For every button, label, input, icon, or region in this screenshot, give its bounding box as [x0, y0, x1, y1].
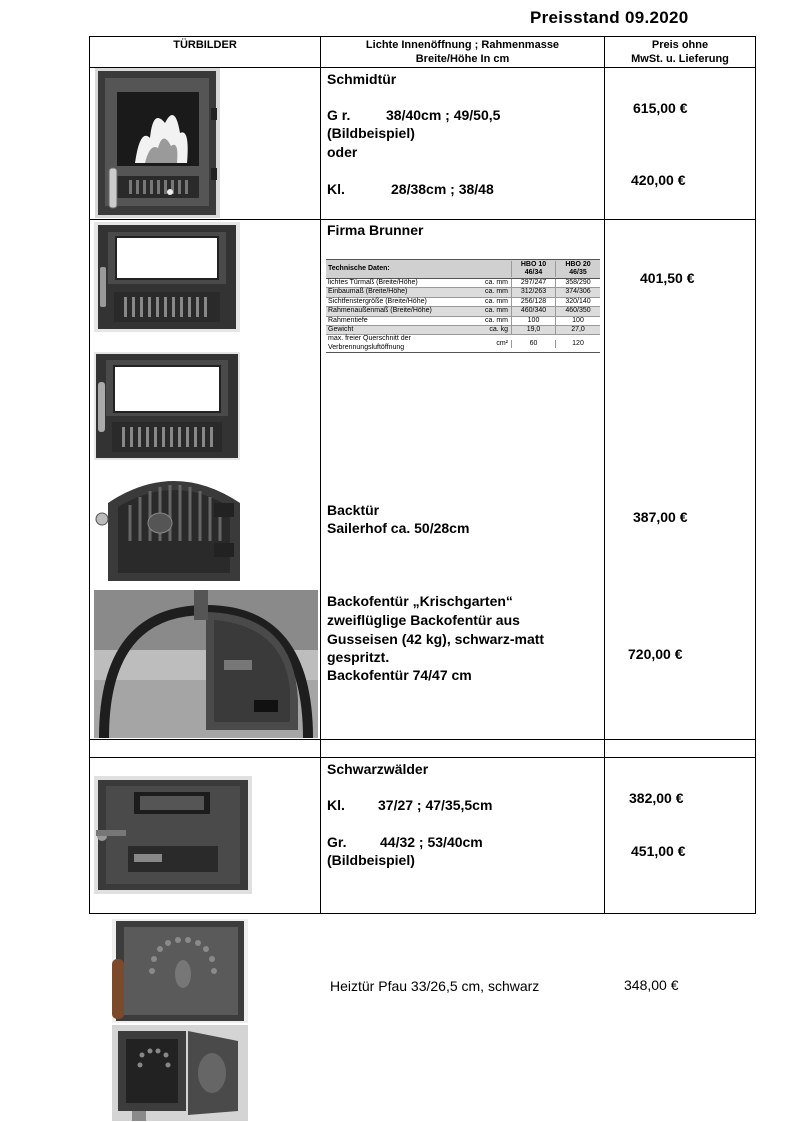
spec-model2-size: 46/35: [569, 269, 587, 276]
spec-row: [326, 279, 600, 288]
spec-value-2: 100: [555, 317, 600, 325]
spec-label: Sichtfenstergröße (Breite/Höhe): [328, 297, 427, 305]
schmidt-door-photo: [95, 68, 220, 218]
schmidt-gr-label: G r.: [327, 107, 351, 123]
spec-row: [326, 298, 600, 307]
schmidt-kl-sizes: 28/38cm ; 38/48: [391, 181, 494, 197]
spec-value-2: 27,0: [555, 326, 600, 334]
price-date-heading: Preisstand 09.2020: [530, 8, 689, 27]
spec-header-model1: [511, 261, 555, 278]
spec-row: [326, 288, 600, 297]
krischgarten-line2: zweiflüglige Backofentür aus: [327, 612, 520, 628]
spec-unit: ca. mm: [485, 307, 508, 315]
spec-label: Rahmenaußenmaß (Breite/Höhe): [328, 307, 432, 315]
spec-value-1: 60: [511, 340, 555, 348]
krischgarten-line4: gespritzt.: [327, 649, 390, 665]
krischgarten-photo: [94, 590, 318, 738]
spec-header-row: [326, 259, 600, 279]
schmidt-bildbeispiel: (Bildbeispiel): [327, 125, 415, 141]
spec-row: [326, 335, 600, 353]
pfau-photo-1: [112, 919, 248, 1023]
column-header-dimensions-line2: Breite/Höhe In cm: [415, 53, 510, 65]
pfau-description: Heiztür Pfau 33/26,5 cm, schwarz: [330, 978, 540, 994]
schmidt-gr-sizes: 38/40cm ; 49/50,5: [386, 107, 501, 123]
spec-row: [326, 317, 600, 326]
spec-value-1: 297/247: [511, 279, 555, 287]
spec-unit: cm²: [496, 339, 508, 347]
brunner-price: 401,50 €: [640, 270, 695, 286]
spec-value-1: 312/263: [511, 288, 555, 296]
schwarzwaelder-kl-sizes: 37/27 ; 47/35,5cm: [378, 797, 493, 813]
schmidt-title: Schmidtür: [327, 71, 397, 87]
spec-label: Einbaumaß (Breite/Höhe): [328, 288, 408, 296]
schwarzwaelder-gr-label: Gr.: [327, 834, 347, 850]
schmidt-oder: oder: [327, 144, 358, 160]
spec-value-1: 460/340: [511, 307, 555, 315]
spec-unit: ca. kg: [489, 326, 508, 334]
brunner-title: Firma Brunner: [327, 222, 424, 238]
spec-unit: ca. mm: [485, 297, 508, 305]
spec-row: [326, 326, 600, 335]
backtuer-photo: [94, 463, 250, 588]
backtuer-line1: Backtür: [327, 502, 380, 518]
pfau-photo-2: [112, 1025, 248, 1121]
pfau-price: 348,00 €: [624, 977, 679, 993]
spec-label: Rahmentiefe: [328, 316, 368, 324]
spec-value-1: 256/128: [511, 298, 555, 306]
column-header-price-line1: Preis ohne: [651, 39, 709, 51]
krischgarten-line3: Gusseisen (42 kg), schwarz-matt: [327, 631, 545, 647]
brunner-door-photo-2: [94, 352, 240, 460]
schwarzwaelder-price-gr: 451,00 €: [631, 843, 686, 859]
column-header-price-line2: MwSt. u. Lieferung: [631, 53, 729, 65]
spec-value-1: 100: [511, 317, 555, 325]
schwarzwaelder-title: Schwarzwälder: [327, 761, 429, 777]
brunner-door-photo-1: [94, 222, 240, 332]
spec-value-1: 19,0: [511, 326, 555, 334]
backtuer-line2: Sailerhof ca. 50/28cm: [327, 520, 470, 536]
column-header-price: [605, 38, 755, 66]
spec-value-2: 320/140: [555, 298, 600, 306]
backtuer-price: 387,00 €: [633, 509, 688, 525]
schmidt-price-kl: 420,00 €: [631, 172, 686, 188]
spec-value-2: 358/290: [555, 279, 600, 287]
spec-value-2: 374/306: [555, 288, 600, 296]
spec-unit: ca. mm: [485, 316, 508, 324]
spec-value-2: 460/350: [555, 307, 600, 315]
column-header-dimensions-line1: Lichte Innenöffnung ; Rahmenmasse: [365, 39, 560, 51]
krischgarten-line1: Backofentür „Krischgarten“: [327, 593, 513, 609]
spec-header-model2: [555, 261, 600, 278]
schmidt-kl-label: Kl.: [327, 181, 345, 197]
spec-row: [326, 307, 600, 316]
schwarzwaelder-bildbeispiel: (Bildbeispiel): [327, 852, 415, 868]
schwarzwaelder-gr-sizes: 44/32 ; 53/40cm: [380, 834, 483, 850]
spec-model1-name: HBO 10: [520, 260, 547, 268]
brunner-spec-table: [326, 259, 600, 353]
schwarzwaelder-kl-label: Kl.: [327, 797, 345, 813]
schwarzwaelder-price-kl: 382,00 €: [629, 790, 684, 806]
spec-unit: ca. mm: [485, 279, 508, 286]
spec-label: lichtes Türmaß (Breite/Höhe): [328, 279, 418, 286]
schwarzwaelder-photo: [94, 776, 252, 894]
column-header-dimensions: [321, 38, 604, 66]
schmidt-price-gr: 615,00 €: [633, 100, 688, 116]
spec-label: max. freier Querschnitt der Verbrennungsluftöffnung: [328, 335, 411, 351]
krischgarten-price: 720,00 €: [628, 646, 683, 662]
spec-model2-name: HBO 20: [565, 260, 591, 268]
krischgarten-line5: Backofentür 74/47 cm: [327, 667, 472, 683]
spec-model1-size: 46/34: [524, 269, 543, 276]
spec-header-label: Technische Daten:: [328, 264, 390, 272]
spec-unit: ca. mm: [485, 288, 508, 296]
spec-value-2: 120: [555, 340, 600, 348]
spec-label: Gewicht: [328, 326, 354, 334]
column-header-images: TÜRBILDER: [173, 39, 237, 51]
